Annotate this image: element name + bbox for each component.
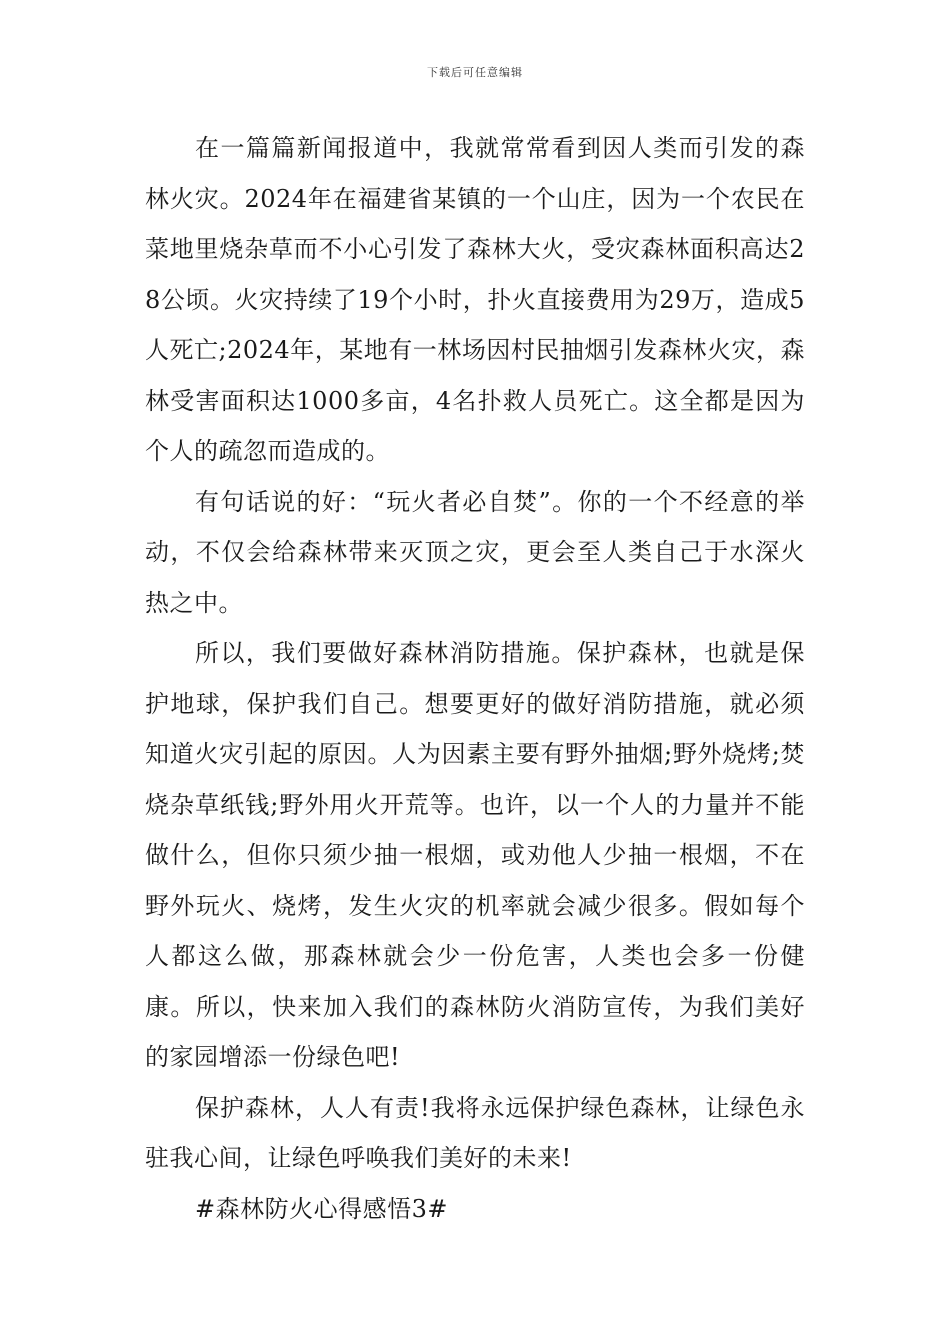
paragraph-4: 保护森林，人人有责!我将永远保护绿色森林，让绿色永驻我心间，让绿色呼唤我们美好的未来! bbox=[145, 1093, 805, 1172]
paragraph-2: 有句话说的好：“玩火者必自焚”。你的一个不经意的举动，不仅会给森林带来灭顶之灾，更会至人类自己于水深火热之中。 bbox=[145, 487, 805, 617]
section-heading: #森林防火心得感悟3# bbox=[195, 1194, 448, 1223]
paragraph-1: 在一篇篇新闻报道中，我就常常看到因人类而引发的森林火灾。2024年在福建省某镇的一个山庄，因为一个农民在菜地里烧杂草而不小心引发了森林大火，受灾森林面积高达28公顷。火灾持续了19个小时，扑火直接费用为29万，造成5人死亡;2024年，某地有一林场因村民抽烟引发森林火灾，森林受害面积达1000多亩，4名扑救人员死亡。这全都是因为个人的疏忽而造成的。 bbox=[145, 134, 805, 465]
paragraph-3: 所以，我们要做好森林消防措施。保护森林，也就是保护地球，保护我们自己。想要更好的做好消防措施，就必须知道火灾引起的原因。人为因素主要有野外抽烟;野外烧烤;焚烧杂草纸钱;野外用火开荒等。也许，以一个人的力量并不能做什么，但你只须少抽一根烟，或劝他人少抽一根烟，不在野外玩火、烧烤，发生火灾的机率就会减少很多。假如每个人都这么做，那森林就会少一份危害，人类也会多一份健康。所以，快来加入我们的森林防火消防宣传，为我们美好的家园增添一份绿色吧! bbox=[145, 639, 805, 1071]
header-note: 下载后可任意编辑 bbox=[427, 66, 523, 79]
document-body bbox=[145, 123, 805, 1234]
